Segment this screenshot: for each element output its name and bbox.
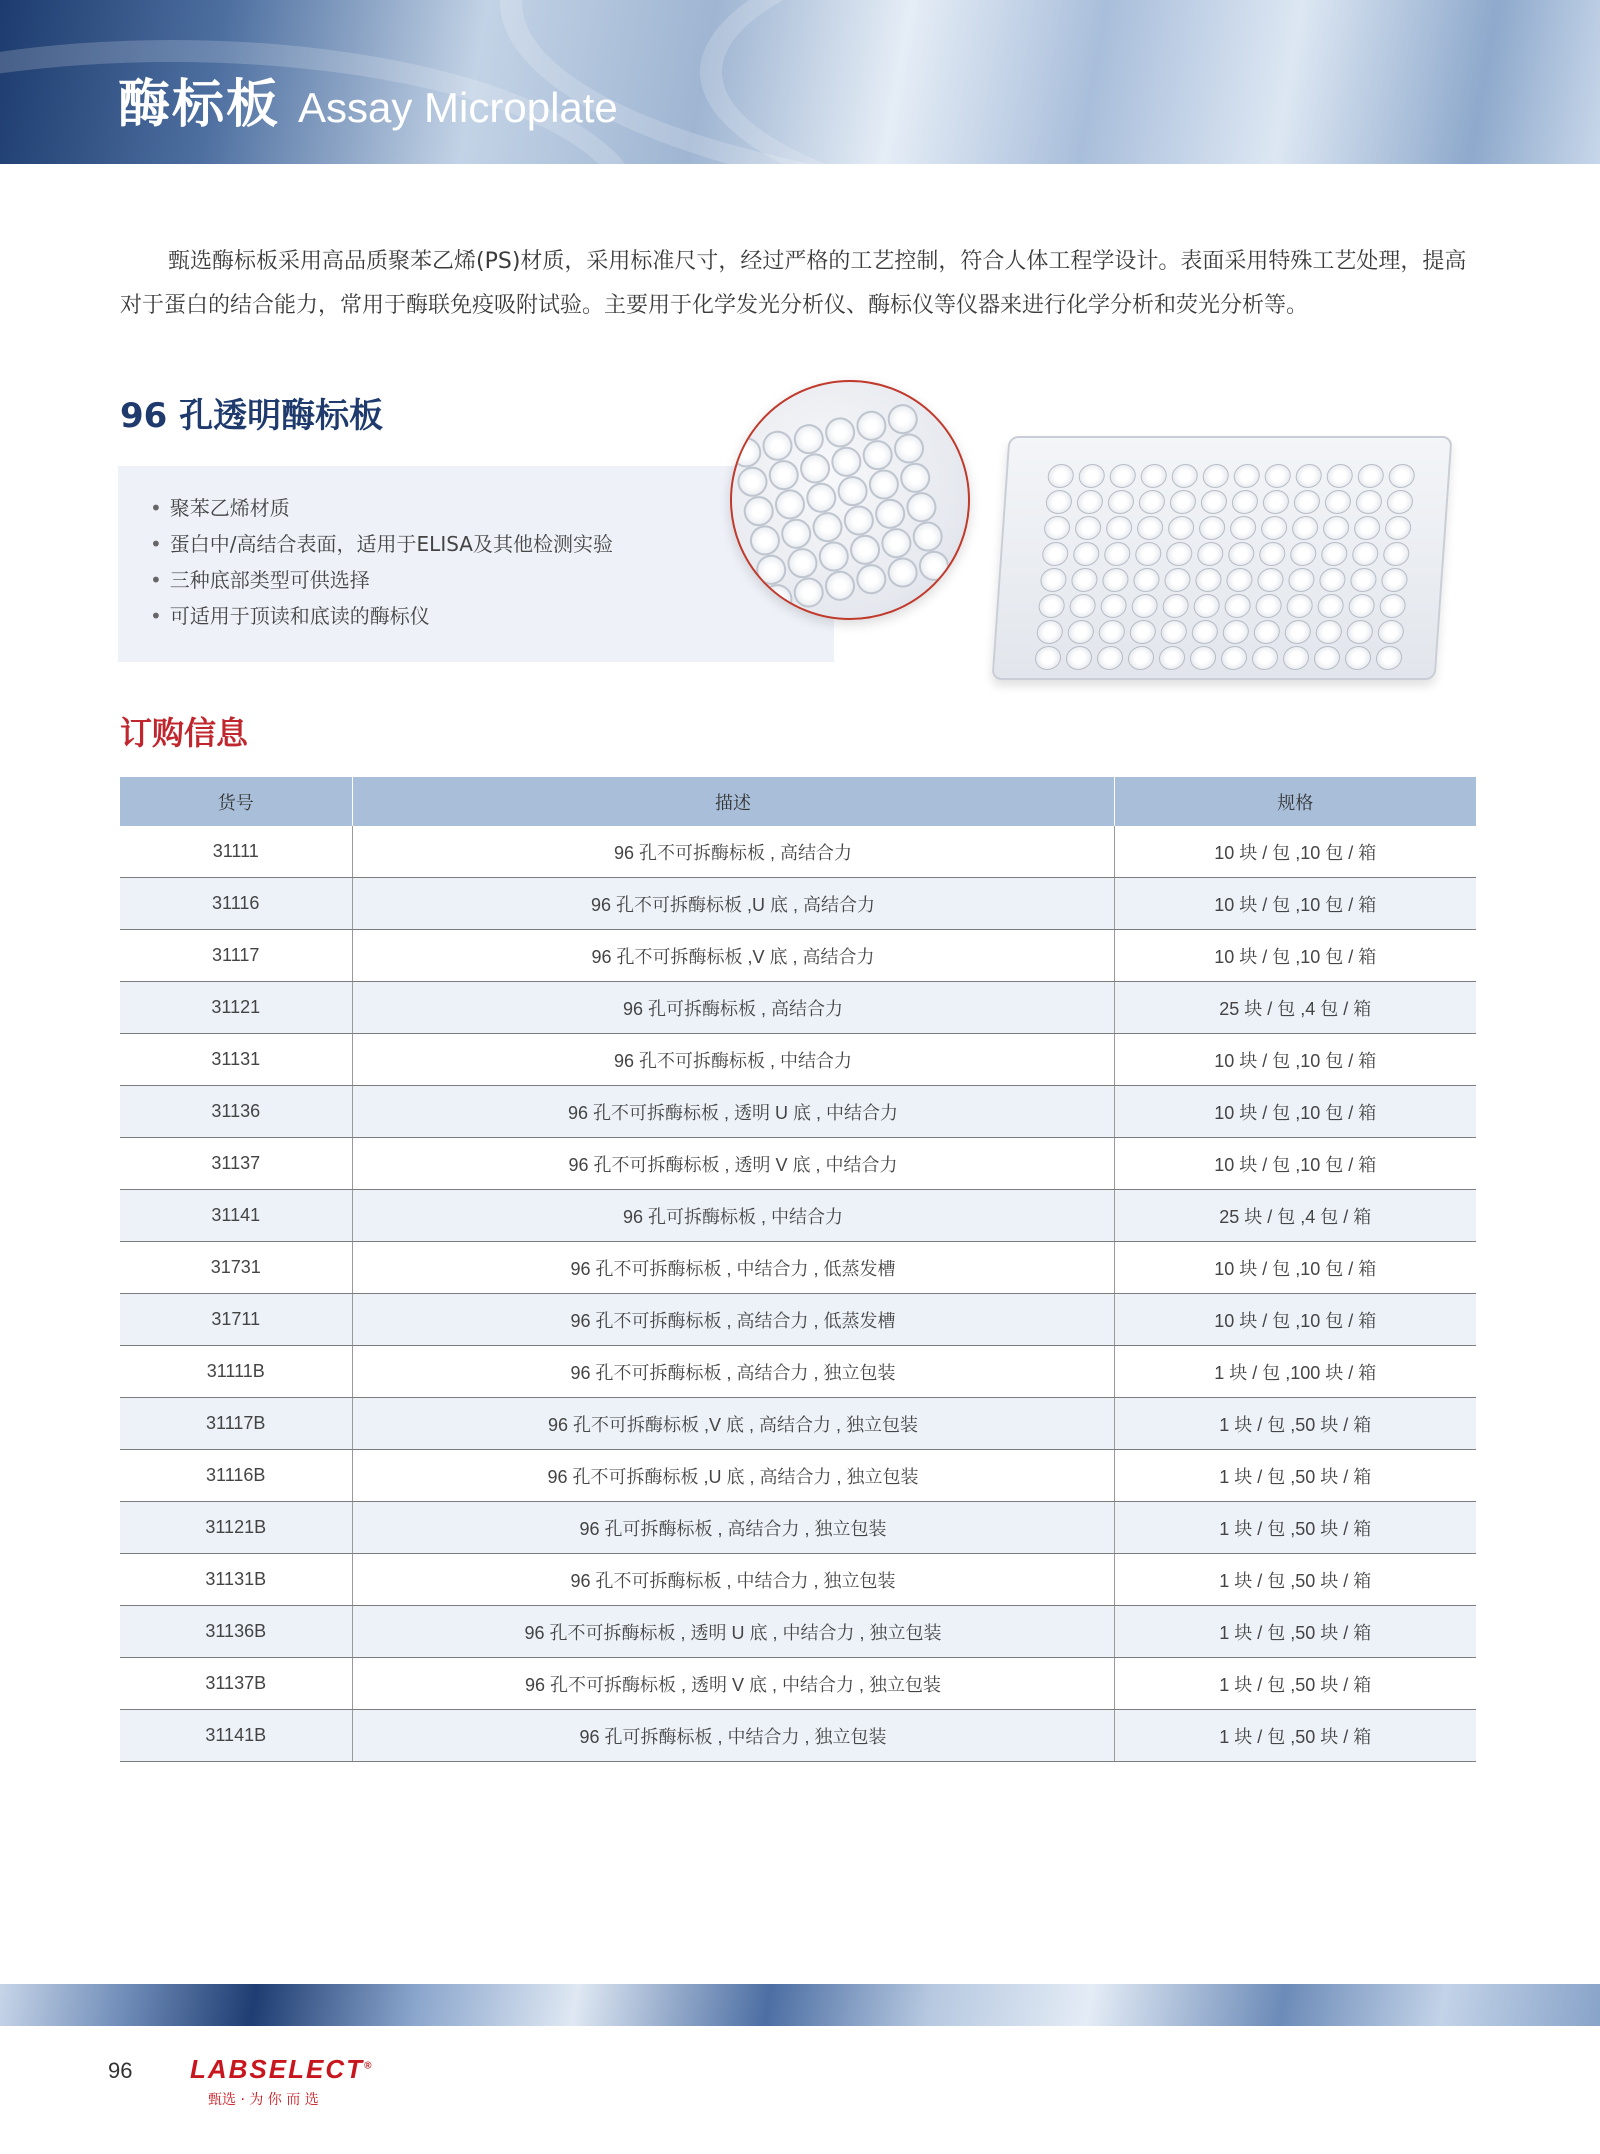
description-cell: 96 孔可拆酶标板 , 中结合力 , 独立包装 [352,1710,1114,1762]
well-icon [1164,568,1192,592]
well-icon [1233,464,1261,488]
well-icon [1324,490,1352,514]
description-cell: 96 孔不可拆酶标板 , 中结合力 , 独立包装 [352,1554,1114,1606]
well-icon [1038,594,1066,618]
well-icon [1138,490,1166,514]
well-icon [1322,516,1350,540]
description-cell: 96 孔不可拆酶标板 , 高结合力 [352,826,1114,878]
well-icon [804,480,840,516]
well-icon [1127,646,1155,670]
well-icon [1257,568,1285,592]
item-number-cell: 31116 [120,878,352,930]
order-table [120,777,1476,1762]
well-icon [872,496,908,532]
plate-closeup-image [730,380,970,620]
intro-paragraph: 甄选酶标板采用高品质聚苯乙烯(PS)材质，采用标准尺寸，经过严格的工艺控制，符合人体工程学设计。表面采用特殊工艺处理，提高对于蛋白的结合能力，常用于酶联免疫吸附试验。主要用于化学发光分析仪、酶标仪等仪器来进行化学分析和荧光分析等。 [120,249,1467,318]
well-icon [1047,464,1075,488]
header-item-number: 货号 [120,777,352,826]
feature-item: • 蛋白中/高结合表面，适用于ELISA及其他检测实验 [150,526,613,562]
well-icon [785,545,821,581]
item-number-cell: 31137B [120,1658,352,1710]
well-icon [816,539,852,575]
closeup-wells [730,399,964,620]
item-number-cell: 31137 [120,1138,352,1190]
well-icon [1069,594,1097,618]
specification-cell: 10 块 / 包 ,10 包 / 箱 [1114,1242,1476,1294]
well-icon [1379,594,1407,618]
well-icon [760,428,796,464]
specification-cell: 1 块 / 包 ,50 块 / 箱 [1114,1398,1476,1450]
table-row [120,1086,1476,1138]
well-icon [1350,568,1378,592]
well-icon [1222,620,1250,644]
specification-cell: 1 块 / 包 ,50 块 / 箱 [1114,1554,1476,1606]
logo-slogan: 甄选 · 为 你 而 选 [208,2092,319,2108]
well-icon [735,464,771,500]
well-icon [1169,490,1197,514]
well-icon [1351,542,1379,566]
well-icon [1140,464,1168,488]
well-icon [1167,516,1195,540]
item-number-cell: 31121B [120,1502,352,1554]
description-cell: 96 孔不可拆酶标板 , 透明 V 底 , 中结合力 [352,1138,1114,1190]
registered-mark: ® [364,2060,374,2072]
table-row [120,1190,1476,1242]
well-icon [1107,490,1135,514]
well-icon [1100,594,1128,618]
well-icon [753,552,789,588]
item-number-cell: 31111B [120,1346,352,1398]
well-icon [1074,516,1102,540]
well-icon [1109,464,1137,488]
item-number-cell: 31117B [120,1398,352,1450]
well-icon [1313,646,1341,670]
well-icon [1043,516,1071,540]
title-chinese: 酶标板 [118,75,281,135]
description-cell: 96 孔不可拆酶标板 , 透明 U 底 , 中结合力 , 独立包装 [352,1606,1114,1658]
well-icon [829,444,865,480]
item-number-cell: 31131 [120,1034,352,1086]
well-icon [1288,568,1316,592]
description-cell: 96 孔不可拆酶标板 ,V 底 , 高结合力 [352,930,1114,982]
item-number-cell: 31731 [120,1242,352,1294]
well-icon [1160,620,1188,644]
table-row [120,1554,1476,1606]
well-icon [1103,542,1131,566]
specification-cell: 1 块 / 包 ,50 块 / 箱 [1114,1658,1476,1710]
well-icon [1198,516,1226,540]
well-icon [1348,594,1376,618]
specification-cell: 10 块 / 包 ,10 包 / 箱 [1114,930,1476,982]
well-icon [847,532,883,568]
page-number: 96 [108,2058,133,2083]
table-row [120,1606,1476,1658]
well-icon [1189,646,1217,670]
specification-cell: 25 块 / 包 ,4 包 / 箱 [1114,982,1476,1034]
well-icon [854,561,890,597]
feature-list [150,490,613,634]
description-cell: 96 孔可拆酶标板 , 中结合力 [352,1190,1114,1242]
table-header-row [120,777,1476,826]
well-icon [1226,568,1254,592]
well-icon [866,467,902,503]
well-icon [1377,620,1405,644]
feature-item: • 三种底部类型可供选择 [150,562,613,598]
table-row [120,1346,1476,1398]
well-icon [1293,490,1321,514]
well-icon [1224,594,1252,618]
description-cell: 96 孔可拆酶标板 , 高结合力 [352,982,1114,1034]
table-row [120,1502,1476,1554]
well-icon [1375,646,1403,670]
well-icon [1136,516,1164,540]
well-icon [1255,594,1283,618]
well-icon [1196,542,1224,566]
well-icon [1260,516,1288,540]
well-icon [747,523,783,559]
well-icon [797,451,833,487]
well-icon [1227,542,1255,566]
well-icon [885,401,921,437]
table-row [120,1034,1476,1086]
well-icon [1133,568,1161,592]
specification-cell: 25 块 / 包 ,4 包 / 箱 [1114,1190,1476,1242]
well-icon [1202,464,1230,488]
well-icon [778,516,814,552]
description-cell: 96 孔不可拆酶标板 , 中结合力 , 低蒸发槽 [352,1242,1114,1294]
well-icon [1344,646,1372,670]
item-number-cell: 31117 [120,930,352,982]
footer-banner [0,1984,1600,2026]
well-icon [841,503,877,539]
description-cell: 96 孔不可拆酶标板 , 高结合力 , 独立包装 [352,1346,1114,1398]
item-number-cell: 31141 [120,1190,352,1242]
table-row [120,1658,1476,1710]
microplate-image [991,436,1452,680]
well-icon [1071,568,1099,592]
well-icon [1253,620,1281,644]
well-icon [1262,490,1290,514]
well-icon [1229,516,1257,540]
well-icon [891,431,927,467]
logo-text: LABSELECT [190,2054,364,2084]
well-icon [1258,542,1286,566]
well-icon [1295,464,1323,488]
well-icon [1171,464,1199,488]
table-row [120,982,1476,1034]
well-icon [1193,594,1221,618]
specification-cell: 1 块 / 包 ,50 块 / 箱 [1114,1606,1476,1658]
well-icon [1357,464,1385,488]
description-cell: 96 孔不可拆酶标板 ,U 底 , 高结合力 [352,878,1114,930]
description-cell: 96 孔不可拆酶标板 ,U 底 , 高结合力 , 独立包装 [352,1450,1114,1502]
well-icon [791,575,827,611]
table-row [120,878,1476,930]
description-cell: 96 孔可拆酶标板 , 高结合力 , 独立包装 [352,1502,1114,1554]
well-icon [1096,646,1124,670]
well-icon [1353,516,1381,540]
well-icon [1105,516,1133,540]
table-row [120,1710,1476,1762]
well-icon [916,548,952,584]
well-icon [1384,516,1412,540]
header-specification: 规格 [1114,777,1476,826]
well-icon [760,581,796,617]
well-icon [860,437,896,473]
well-icon [1346,620,1374,644]
item-number-cell: 31136 [120,1086,352,1138]
well-icon [1282,646,1310,670]
well-icon [1067,620,1095,644]
well-icon [1041,542,1069,566]
well-icon [1162,594,1190,618]
well-icon [1045,490,1073,514]
well-icon [1134,542,1162,566]
description-cell: 96 孔不可拆酶标板 , 透明 V 底 , 中结合力 , 独立包装 [352,1658,1114,1710]
item-number-cell: 31141B [120,1710,352,1762]
well-icon [1220,646,1248,670]
table-row [120,1398,1476,1450]
description-cell: 96 孔不可拆酶标板 ,V 底 , 高结合力 , 独立包装 [352,1398,1114,1450]
item-number-cell: 31111 [120,826,352,878]
well-icon [1078,464,1106,488]
well-icon [1072,542,1100,566]
well-icon [1158,646,1186,670]
labselect-logo [190,2054,373,2109]
well-icon [897,460,933,496]
title-english: Assay Microplate [298,84,618,131]
page-title [118,62,618,137]
well-icon [791,421,827,457]
specification-cell: 10 块 / 包 ,10 包 / 箱 [1114,1294,1476,1346]
specification-cell: 1 块 / 包 ,50 块 / 箱 [1114,1450,1476,1502]
table-row [120,1242,1476,1294]
description-cell: 96 孔不可拆酶标板 , 高结合力 , 低蒸发槽 [352,1294,1114,1346]
well-icon [741,493,777,529]
table-row [120,930,1476,982]
table-row [120,1450,1476,1502]
feature-item: • 聚苯乙烯材质 [150,490,613,526]
well-icon [1065,646,1093,670]
well-icon [1381,568,1409,592]
well-icon [904,489,940,525]
table-row [120,1294,1476,1346]
header-description: 描述 [352,777,1114,826]
table-row [120,1138,1476,1190]
specification-cell: 10 块 / 包 ,10 包 / 箱 [1114,1034,1476,1086]
specification-cell: 10 块 / 包 ,10 包 / 箱 [1114,826,1476,878]
well-icon [1036,620,1064,644]
well-icon [1317,594,1345,618]
well-icon [730,435,764,471]
well-icon [766,457,802,493]
well-icon [1388,464,1416,488]
order-info-title: 订购信息 [120,714,249,752]
specification-cell: 10 块 / 包 ,10 包 / 箱 [1114,1086,1476,1138]
well-icon [1284,620,1312,644]
specification-cell: 1 块 / 包 ,50 块 / 箱 [1114,1502,1476,1554]
feature-item: • 可适用于顶读和底读的酶标仪 [150,598,613,634]
well-icon [810,509,846,545]
well-icon [835,473,871,509]
well-icon [1386,490,1414,514]
well-icon [1315,620,1343,644]
well-icon [910,519,946,555]
item-number-cell: 31116B [120,1450,352,1502]
well-icon [1098,620,1126,644]
well-icon [1286,594,1314,618]
well-icon [1076,490,1104,514]
well-icon [1040,568,1068,592]
well-icon [854,408,890,444]
table-row [120,826,1476,878]
well-icon [1289,542,1317,566]
well-icon [1131,594,1159,618]
item-number-cell: 31131B [120,1554,352,1606]
item-number-cell: 31121 [120,982,352,1034]
specification-cell: 1 块 / 包 ,50 块 / 箱 [1114,1710,1476,1762]
well-icon [822,568,858,604]
well-icon [1382,542,1410,566]
well-icon [1195,568,1223,592]
well-icon [1251,646,1279,670]
well-icon [822,415,858,451]
plate-wells [1034,464,1417,670]
well-icon [885,555,921,591]
well-icon [1355,490,1383,514]
description-cell: 96 孔不可拆酶标板 , 中结合力 [352,1034,1114,1086]
item-number-cell: 31711 [120,1294,352,1346]
well-icon [1264,464,1292,488]
well-icon [772,487,808,523]
description-cell: 96 孔不可拆酶标板 , 透明 U 底 , 中结合力 [352,1086,1114,1138]
specification-cell: 10 块 / 包 ,10 包 / 箱 [1114,1138,1476,1190]
well-icon [1129,620,1157,644]
well-icon [1200,490,1228,514]
item-number-cell: 31136B [120,1606,352,1658]
well-icon [879,525,915,561]
well-icon [1291,516,1319,540]
well-icon [1231,490,1259,514]
specification-cell: 1 块 / 包 ,100 块 / 箱 [1114,1346,1476,1398]
specification-cell: 10 块 / 包 ,10 包 / 箱 [1114,878,1476,930]
well-icon [1034,646,1062,670]
well-icon [1165,542,1193,566]
well-icon [1326,464,1354,488]
well-icon [1320,542,1348,566]
product-title: 96 孔透明酶标板 [120,396,384,436]
well-icon [1102,568,1130,592]
header-banner [0,0,1600,164]
well-icon [1191,620,1219,644]
well-icon [1319,568,1347,592]
